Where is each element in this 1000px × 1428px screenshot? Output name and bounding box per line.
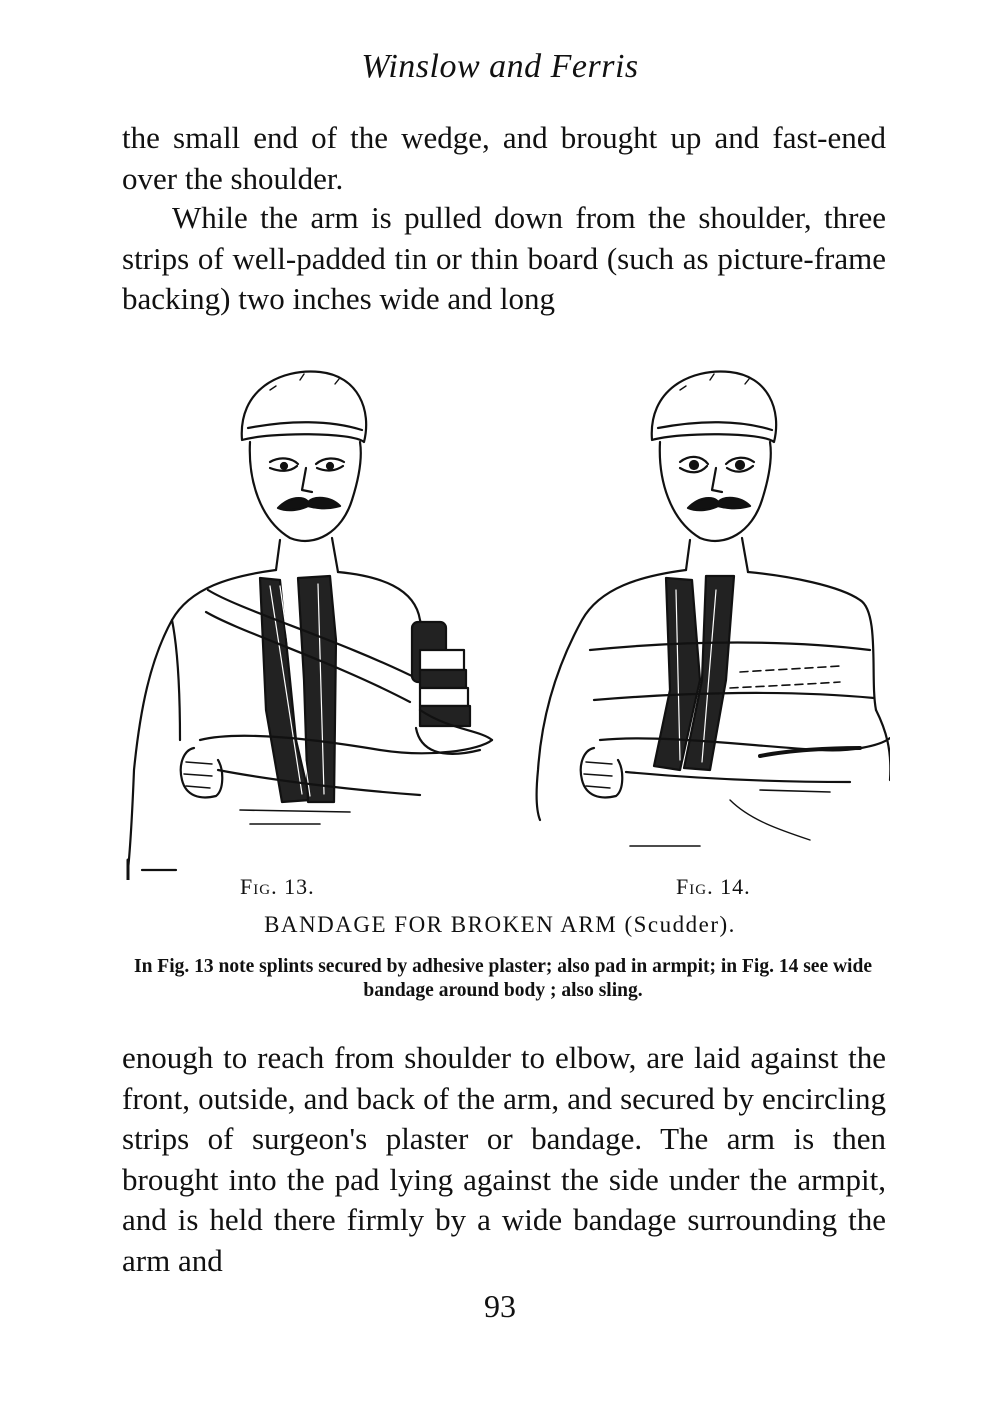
fig13-drawing [128, 372, 492, 880]
figure-14-label: Fig. 14. [676, 874, 751, 899]
figure-caption-note: In Fig. 13 note splints secured by adhesive plaster; also pad in armpit; in Fig. 14 see wide bandage around body ; also sling. [134, 956, 872, 1001]
paragraph-2: While the arm is pulled down from the shoulder, three strips of well-padded tin or thin board (such as picture-frame backing) two inches wide and long [122, 200, 886, 316]
figure-13-label: Fig. 13. [240, 874, 315, 899]
figure-illustration [120, 350, 890, 880]
page-number: 93 [484, 1288, 516, 1324]
fig14-drawing [537, 372, 890, 846]
running-head: Winslow and Ferris [361, 48, 639, 85]
figure-caption-title: BANDAGE FOR BROKEN ARM (Scudder). [264, 912, 736, 937]
paragraph-3: enough to reach from shoulder to elbow, are laid against the front, outside, and back of the arm, and secured by encircling strips of surgeon's plaster or bandage. The arm is then brought into the pad lying against the side under the armpit, and is held there firmly by a wide bandage surrounding the arm and [122, 1040, 886, 1278]
paragraph-1: the small end of the wedge, and brought up and fast-ened over the shoulder. [122, 120, 886, 196]
